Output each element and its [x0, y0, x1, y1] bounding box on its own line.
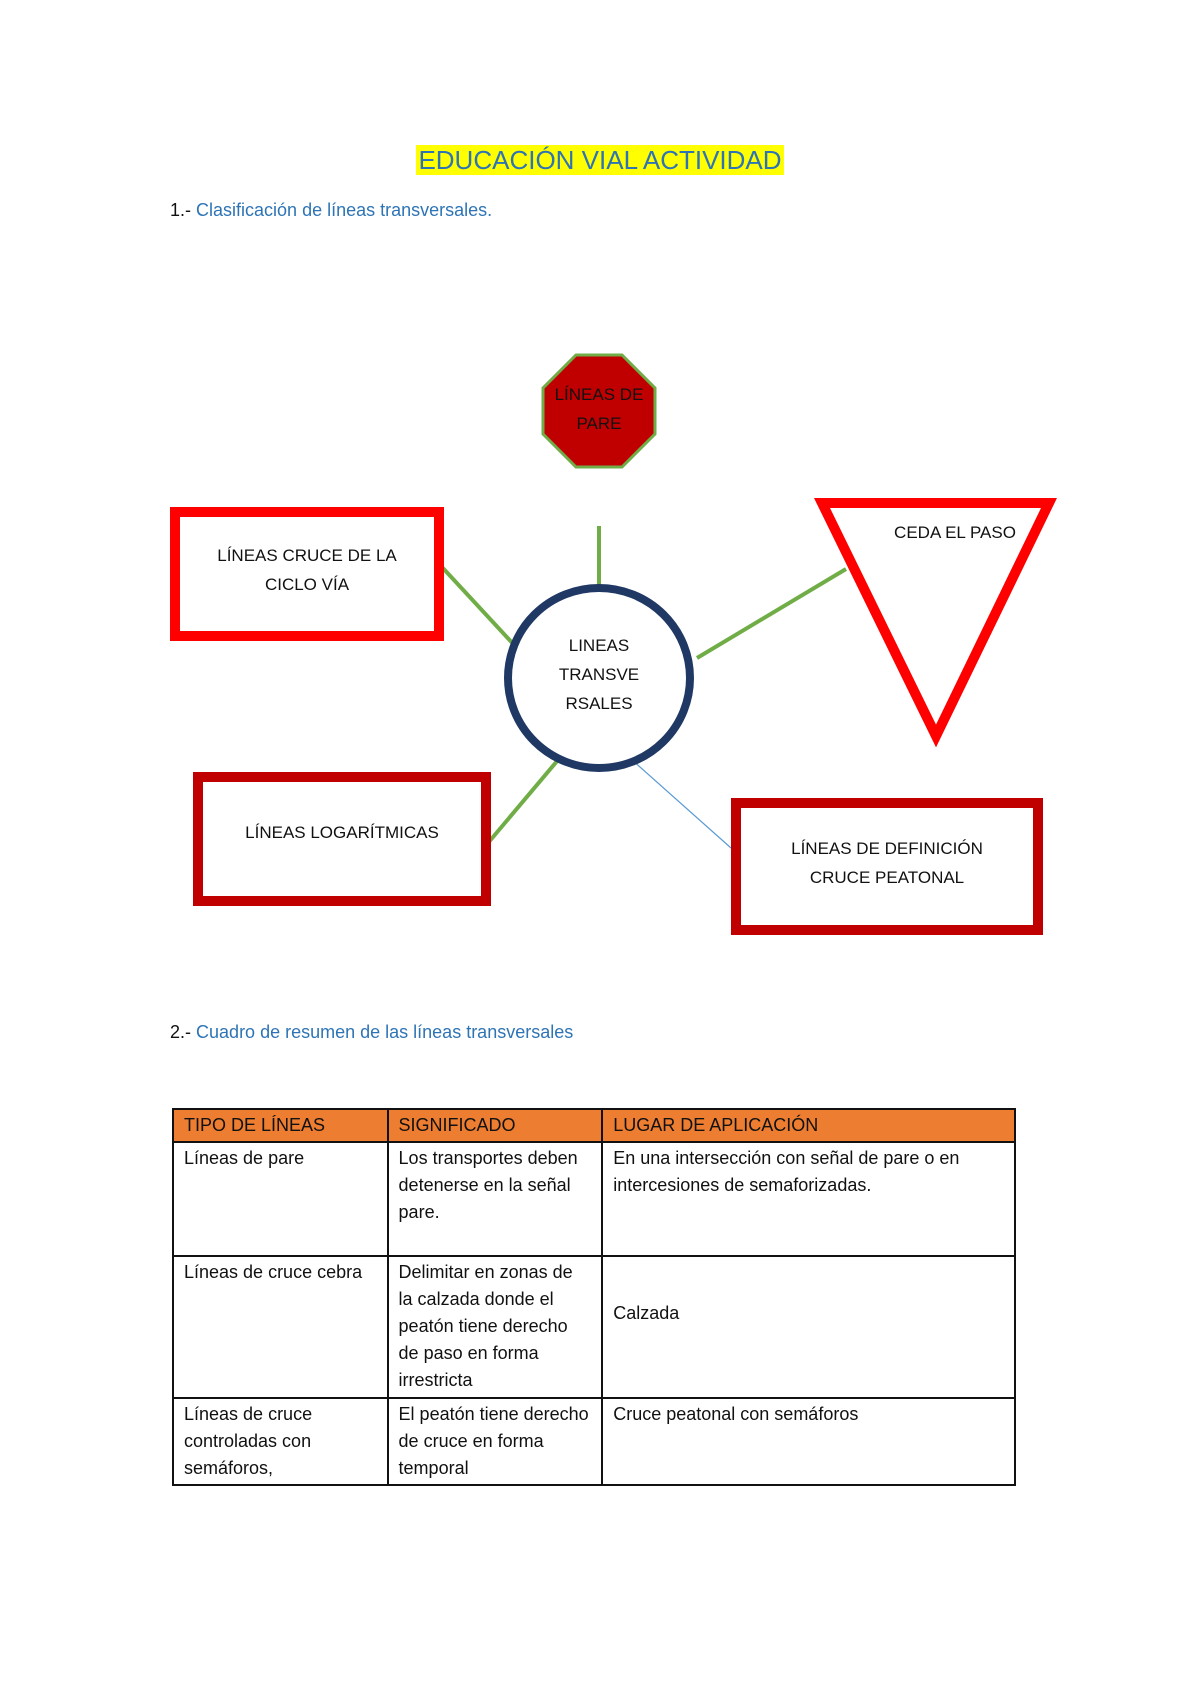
section-2-text: Cuadro de resumen de las líneas transversales [196, 1022, 574, 1042]
table-cell: Líneas de pare [173, 1142, 388, 1256]
stop-label [544, 380, 654, 438]
header-significado: SIGNIFICADO [388, 1109, 603, 1142]
table-row [173, 1256, 1015, 1398]
header-tipo: TIPO DE LÍNEAS [173, 1109, 388, 1142]
logaritmicas-label [203, 818, 481, 847]
peatonal-label-line-1: LÍNEAS DE DEFINICIÓN [791, 839, 983, 858]
section-1-heading [170, 200, 492, 221]
table-cell: Delimitar en zonas de la calzada donde el peatón tiene derecho de paso en forma irrestricta [388, 1256, 603, 1398]
section-2-heading [170, 1022, 573, 1043]
center-label [524, 631, 674, 718]
table-cell: Líneas de cruce controladas con semáforos, [173, 1398, 388, 1485]
connector-logaritmicas [488, 754, 563, 843]
ciclovia-label [180, 541, 434, 599]
peatonal-label [741, 834, 1033, 892]
peatonal-label-line-2: CRUCE PEATONAL [809, 868, 965, 887]
section-1-text: Clasificación de líneas transversales. [196, 200, 493, 220]
table-header-row [173, 1109, 1015, 1142]
table-cell: Líneas de cruce cebra [173, 1256, 388, 1398]
table-cell: El peatón tiene derecho de cruce en forma temporal [388, 1398, 603, 1485]
mind-map-diagram [150, 340, 1070, 940]
table-cell: Cruce peatonal con semáforos [602, 1398, 1015, 1485]
stop-label-line-2: PARE [576, 414, 622, 433]
center-label-line-2: TRANSVE [558, 665, 640, 684]
section-2-number: 2.- [170, 1022, 192, 1042]
ciclovia-label-line-2: CICLO VÍA [264, 575, 350, 594]
table-cell: En una intersección con señal de pare o en intercesiones de semaforizadas. [602, 1142, 1015, 1256]
center-label-line-3: RSALES [565, 694, 633, 713]
yield-label [870, 518, 1040, 547]
ciclovia-label-line-1: LÍNEAS CRUCE DE LA [217, 546, 397, 565]
table-cell: Los transportes deben detenerse en la señal pare. [388, 1142, 603, 1256]
connector-ciclovia [441, 566, 516, 647]
yield-label-text: CEDA EL PASO [894, 523, 1016, 542]
summary-table [172, 1108, 1016, 1486]
connector-peatonal [631, 759, 731, 848]
table-row [173, 1142, 1015, 1256]
table-cell: Calzada [602, 1256, 1015, 1398]
section-1-number: 1.- [170, 200, 192, 220]
stop-label-line-1: LÍNEAS DE [554, 385, 644, 404]
document-title [0, 145, 1200, 176]
center-label-line-1: LINEAS [568, 636, 630, 655]
document-title-text: EDUCACIÓN VIAL ACTIVIDAD [418, 145, 782, 175]
logaritmicas-label-text: LÍNEAS LOGARÍTMICAS [245, 823, 439, 842]
connector-yield [697, 569, 846, 658]
table-row [173, 1398, 1015, 1485]
header-lugar: LUGAR DE APLICACIÓN [602, 1109, 1015, 1142]
